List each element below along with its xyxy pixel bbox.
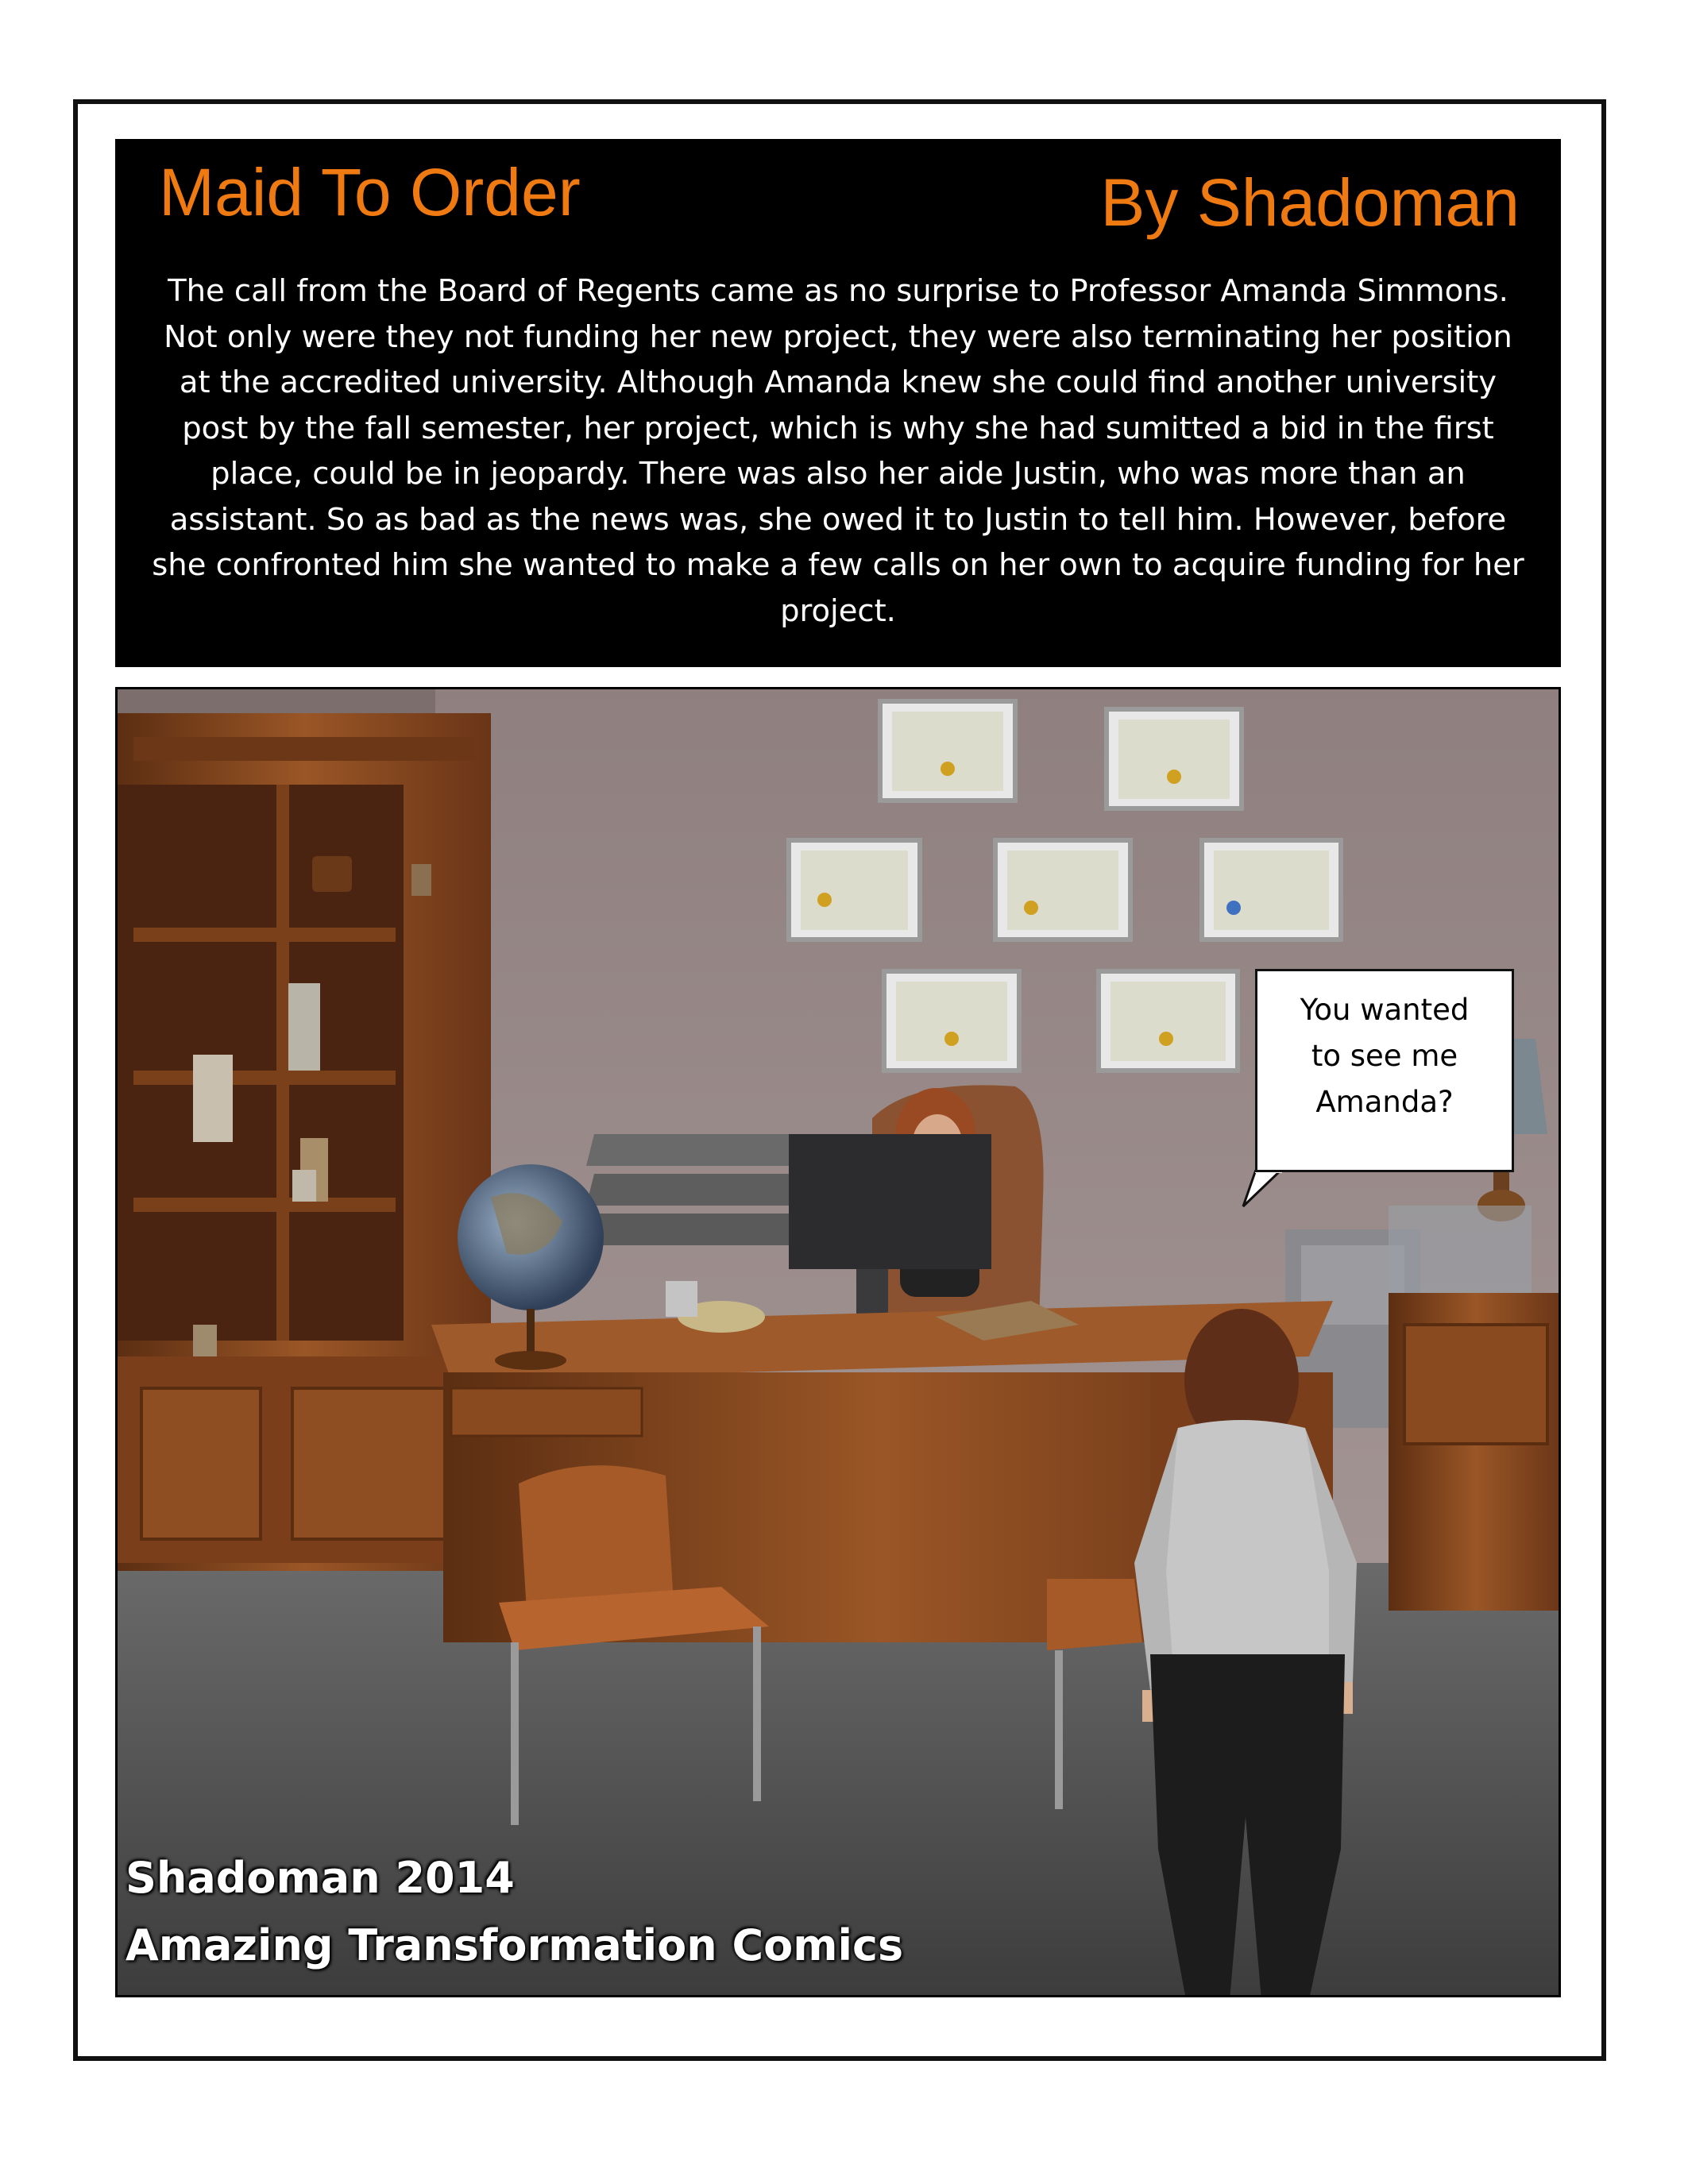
comic-author: By Shadoman <box>1100 165 1520 240</box>
office-scene <box>118 689 1561 1997</box>
speech-bubble-tail <box>1242 1170 1289 1210</box>
intro-line: at the accredited university. Although Amanda knew she could find another university <box>179 365 1497 400</box>
title-box <box>115 139 1561 667</box>
intro-line: assistant. So as bad as the news was, she owed it to Justin to tell him. However, before <box>169 501 1507 538</box>
bookcase <box>118 713 491 1571</box>
comic-panel <box>115 687 1561 1997</box>
mug <box>666 1281 697 1317</box>
speech-line: Amanda? <box>1315 1085 1454 1119</box>
speech-line: to see me <box>1311 1039 1458 1073</box>
credit-line-2: Amazing Transformation Comics <box>126 1920 904 1970</box>
credit-line-1: Shadoman 2014 <box>126 1853 515 1903</box>
intro-line: post by the fall semester, her project, which is why she had sumitted a bid in the first <box>182 410 1494 446</box>
comic-title: Maid To Order <box>159 155 581 230</box>
intro-line: Not only were they not funding her new project, they were also terminating her position <box>164 318 1512 355</box>
intro-caption <box>131 268 1545 634</box>
intro-line: project. <box>780 592 896 629</box>
speech-line: You wanted <box>1300 993 1470 1027</box>
intro-line: The call from the Board of Regents came as no surprise to Professor Amanda Simmons. <box>168 273 1508 309</box>
intro-line: place, could be in jeopardy. There was also her aide Justin, who was more than an <box>211 456 1466 492</box>
intro-line: she confronted him she wanted to make a few calls on her own to acquire funding for her <box>152 547 1524 583</box>
speech-bubble <box>1255 969 1514 1172</box>
